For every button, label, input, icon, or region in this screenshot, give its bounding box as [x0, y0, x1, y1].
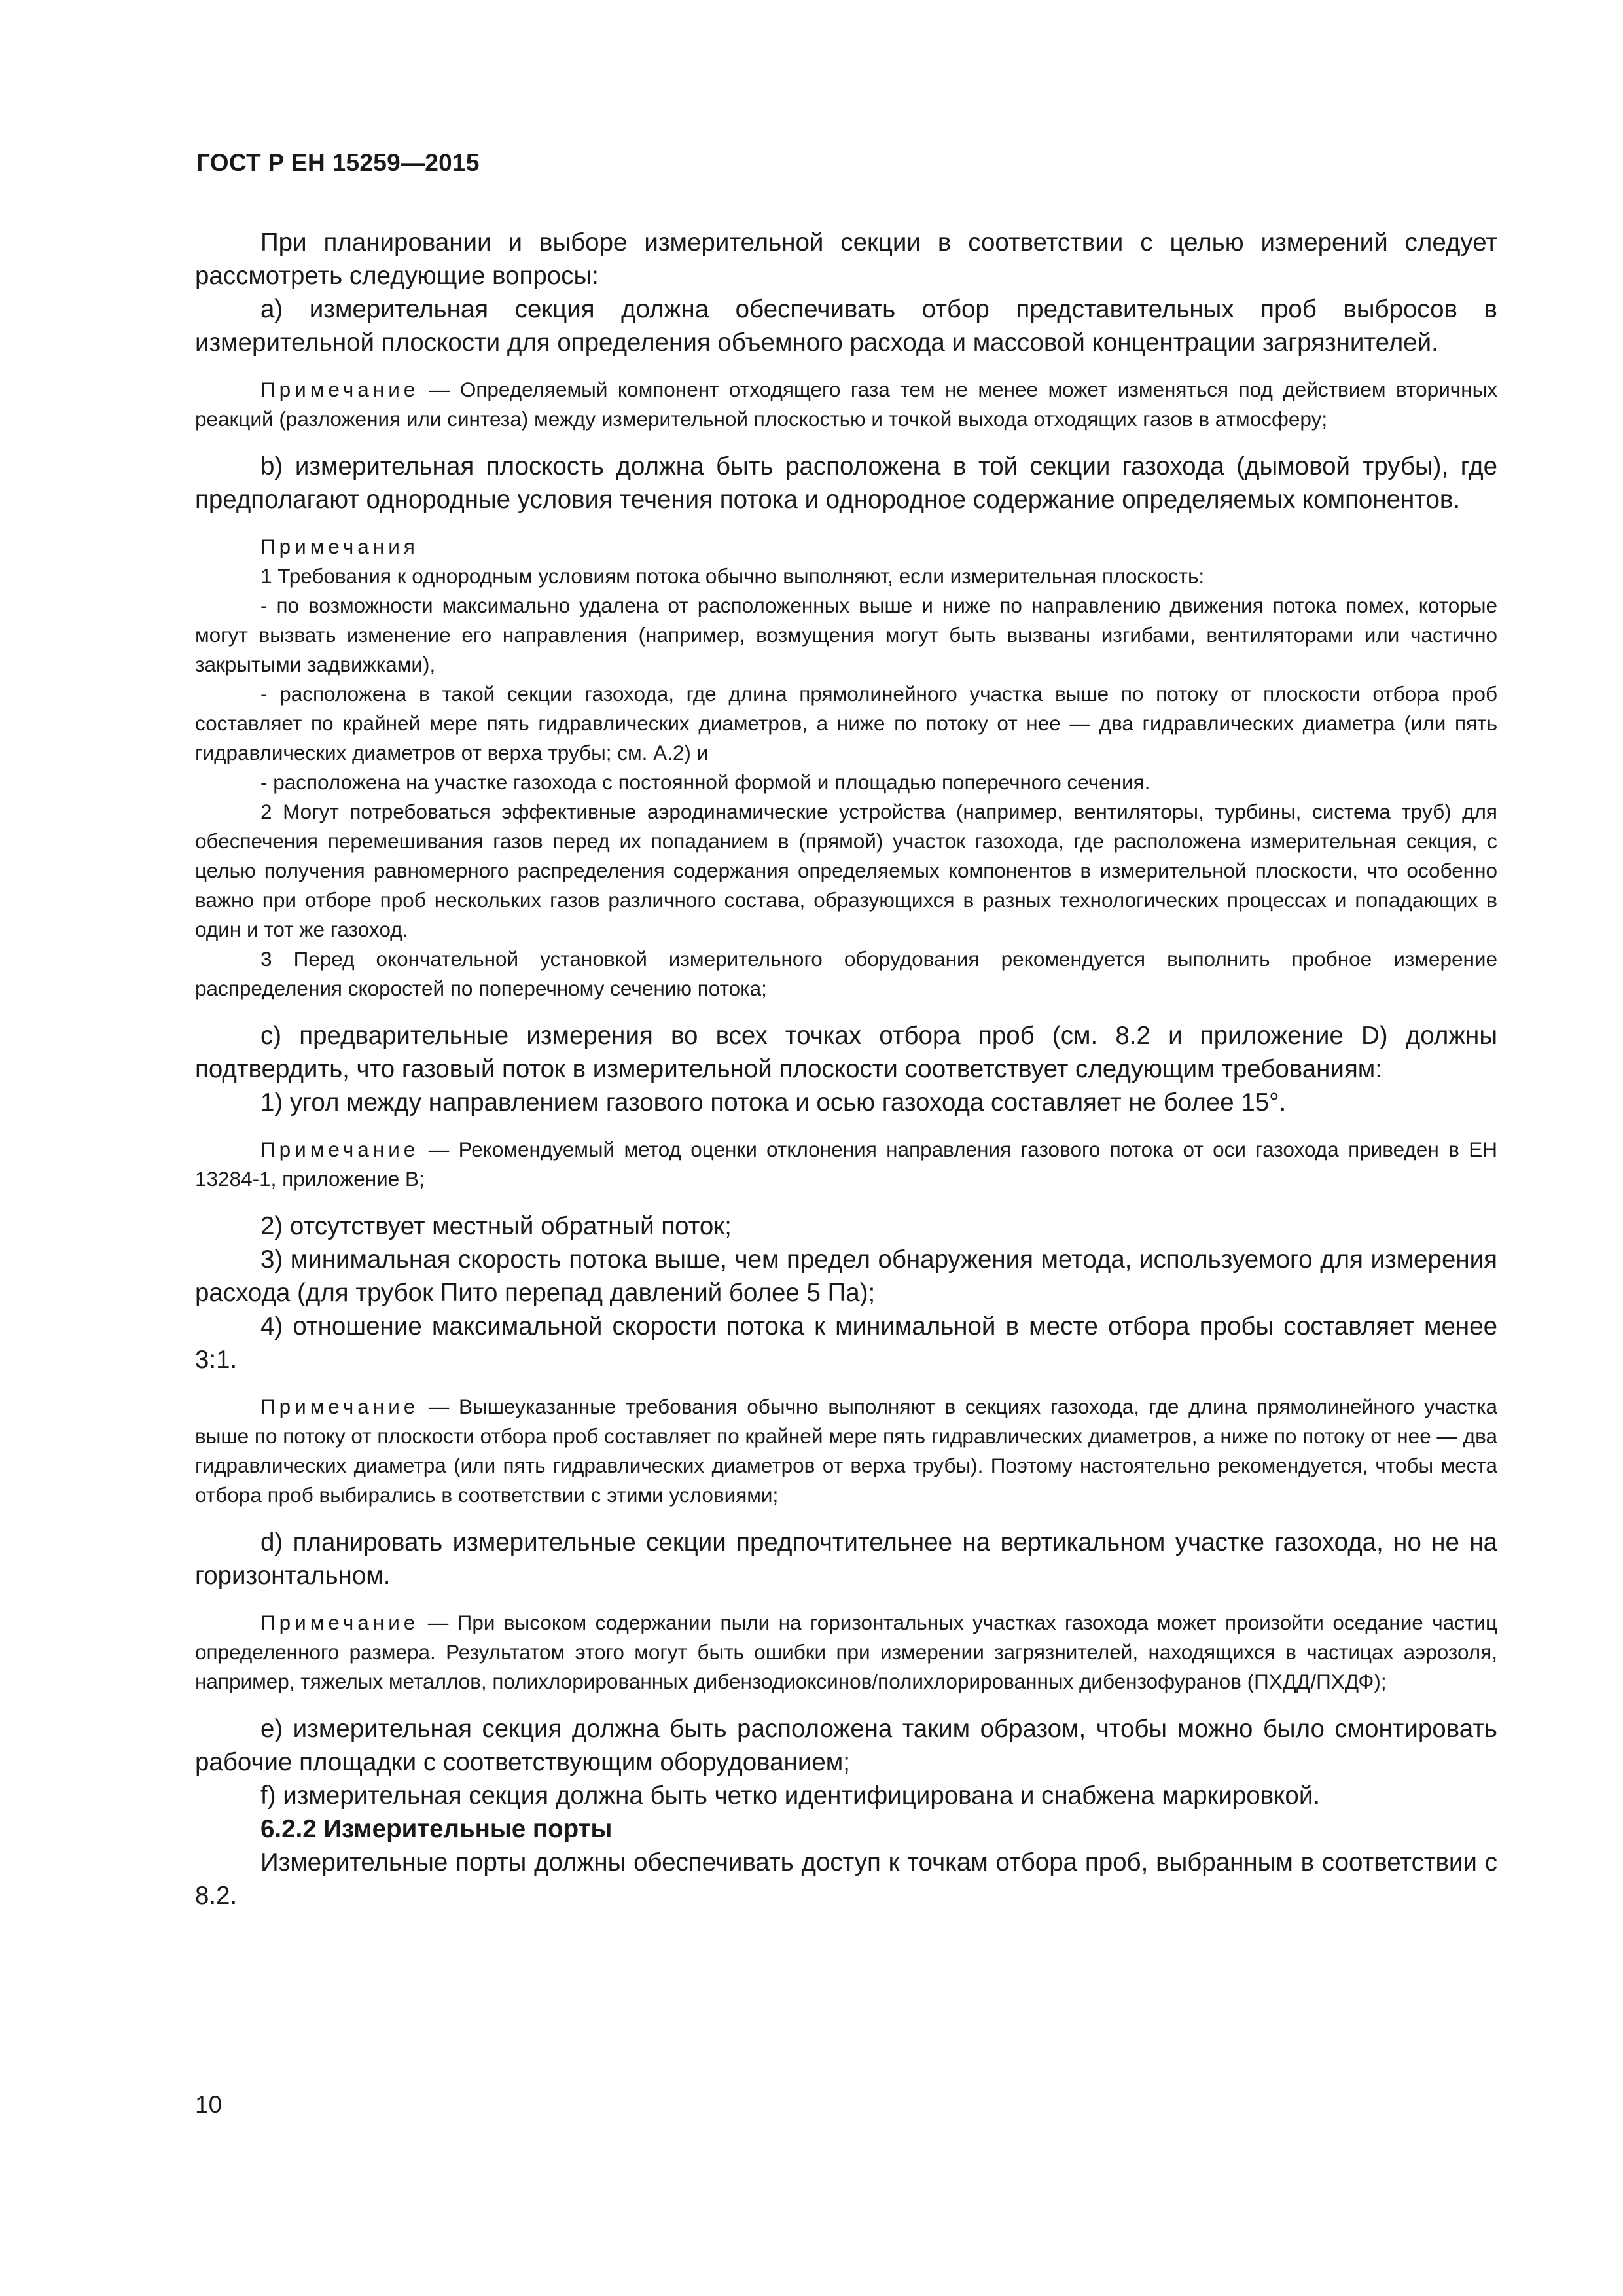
note-b1-dash-1: - по возможности максимально удалена от расположенных выше и ниже по направлению движения потока помех, которые могут вызвать изменение его направления (например, возмущения могут быть вызваны изгибами, вентиляторами или частично закрытыми задвижками), [195, 594, 1497, 676]
note-text: — Определяемый компонент отходящего газа тем не менее может изменяться под действием вторичных реакций (разложения или синтеза) между измерительной плоскостью и точкой выхода отходящих газов в атмосферу; [195, 378, 1497, 431]
note-a [195, 375, 1497, 434]
item-c1: 1) угол между направлением газового потока и осью газохода составляет не более 15°. [260, 1088, 1287, 1117]
note-text: — При высоком содержании пыли на горизонтальных участках газохода может произойти оседание частиц определенного размера. Результатом этого могут быть ошибки при измерении загрязнителей, находящихся в частицах аэрозоля, например, тяжелых металлов, полихлорированных дибензодиоксинов/полихлорированных дибензофуранов (ПХДД/ПХДФ); [195, 1611, 1497, 1693]
section-title: 6.2.2 Измерительные порты [260, 1815, 613, 1843]
document-body [195, 226, 1497, 1912]
note-c1 [195, 1135, 1497, 1194]
note-d [195, 1608, 1497, 1696]
note-b2: 2 Могут потребоваться эффективные аэродинамические устройства (например, вентиляторы, турбины, система труб) для обеспечения перемешивания газов перед их попаданием в (прямой) участок газохода, где расположена измерительная секция, с целью получения равномерного распределения содержания определяемых компонентов в измерительной плоскости, что особенно важно при отборе проб нескольких газов различного состава, образующихся в разных технологических процессах и попадающих в один и тот же газоход. [195, 800, 1497, 941]
item-a: а) измерительная секция должна обеспечивать отбор представительных проб выбросов в измерительной плоскости для определения объемного расхода и массовой концентрации загрязнителей. [195, 295, 1497, 357]
item-f: f) измерительная секция должна быть четко идентифицирована и снабжена маркировкой. [260, 1782, 1321, 1810]
item-d: d) планировать измерительные секции предпочтительнее на вертикальном участке газохода, но не на горизонтальном. [195, 1528, 1497, 1590]
note-b1-dash-2: - расположена в такой секции газохода, где длина прямолинейного участка выше по потоку от плоскости отбора проб составляет по крайней мере пять гидравлических диаметров, а ниже по потоку от нее — два гидравлических диаметра (или пять гидравлических диаметров от верха трубы; см. А.2) и [195, 682, 1497, 764]
note-label: Примечание [260, 1611, 419, 1634]
note-label: Примечание [260, 1138, 419, 1161]
note-text: — Рекомендуемый метод оценки отклонения направления газового потока от оси газохода приведен в ЕН 13284-1, приложение В; [195, 1138, 1497, 1191]
note-text: — Вышеуказанные требования обычно выполняют в секциях газохода, где длина прямолинейного участка выше по потоку от плоскости отбора проб составляет по крайней мере пять гидравлических диаметров, а ниже по потоку от нее — два гидравлических диаметра (или пять гидравлических диаметров от верха трубы). Поэтому настоятельно рекомендуется, чтобы места отбора проб выбирались в соответствии с этими условиями; [195, 1395, 1497, 1507]
note-b1: 1 Требования к однородным условиям потока обычно выполняют, если измерительная плоскость: [260, 564, 1205, 588]
note-label: Примечание [260, 378, 419, 401]
item-e: е) измерительная секция должна быть расположена таким образом, чтобы можно было смонтировать рабочие площадки с соответствующим оборудованием; [195, 1715, 1497, 1776]
item-c: с) предварительные измерения во всех точках отбора проб (см. 8.2 и приложение D) должны подтвердить, что газовый поток в измерительной плоскости соответствует следующим требованиям: [195, 1022, 1497, 1083]
note-b3: 3 Перед окончательной установкой измерительного оборудования рекомендуется выполнить пробное измерение распределения скоростей по поперечному сечению потока; [195, 947, 1497, 1000]
document-header: ГОСТ Р ЕН 15259—2015 [196, 149, 480, 176]
note-b1-dash-3: - расположена на участке газохода с постоянной формой и площадью поперечного сечения. [260, 770, 1150, 794]
item-c4: 4) отношение максимальной скорости потока к минимальной в месте отбора пробы составляет менее 3:1. [195, 1312, 1497, 1374]
note-c4 [195, 1392, 1497, 1510]
notes-label: Примечания [260, 535, 419, 558]
intro-paragraph: При планировании и выборе измерительной секции в соответствии с целью измерений следует рассмотреть следующие вопросы: [195, 228, 1497, 290]
page-number: 10 [195, 2091, 223, 2118]
note-label: Примечание [260, 1395, 419, 1418]
item-c2: 2) отсутствует местный обратный поток; [260, 1212, 732, 1240]
item-b: b) измерительная плоскость должна быть расположена в той секции газохода (дымовой трубы), где предполагают однородные условия течения потока и однородное содержание определяемых компонентов. [195, 452, 1497, 514]
section-text: Измерительные порты должны обеспечивать доступ к точкам отбора проб, выбранным в соответствии с 8.2. [195, 1848, 1497, 1910]
item-c3: 3) минимальная скорость потока выше, чем предел обнаружения метода, используемого для измерения расхода (для трубок Пито перепад давлений более 5 Па); [195, 1246, 1497, 1307]
